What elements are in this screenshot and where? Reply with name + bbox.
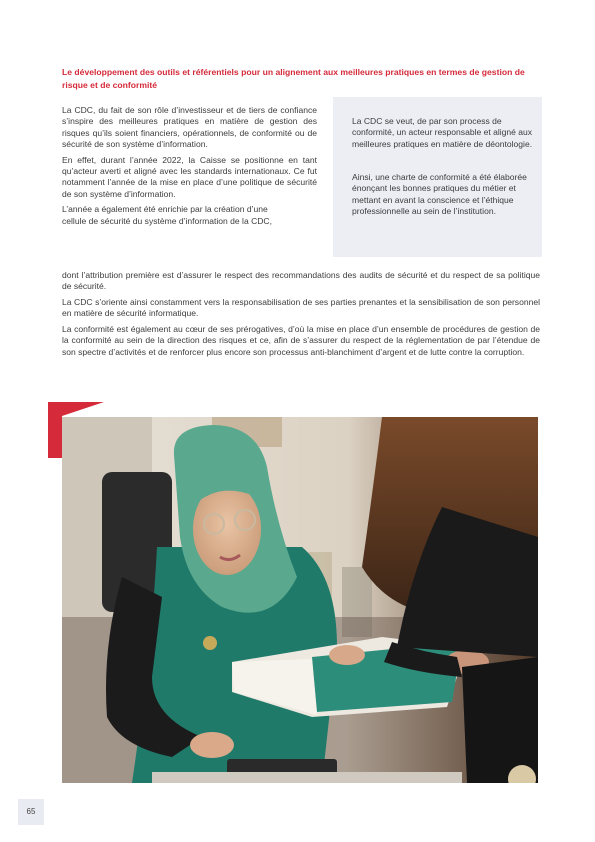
paragraph-cell-line1: L’année a également été enrichie par la création d’une (62, 204, 268, 215)
paragraph-2022: En effet, durant l’année 2022, la Caisse se positionne en tant qu’acteur averti et aligné avec les standards internationaux. Ce fut notamment l’année de la mise en place d’une politique de sécurité de son système d’information. (62, 154, 317, 199)
paragraph-cell-rest-block (62, 270, 540, 363)
paragraph-cell-rest: dont l’attribution première est d’assurer le respect des recommandations des audits de sécurité et du respect de sa politique de sécurité. (62, 270, 540, 292)
callout-paragraph-1: La CDC se veut, de par son process de conformité, un acteur responsable et aligné aux meilleures pratiques en matière de déontologie. (352, 116, 533, 149)
callout-box (333, 97, 542, 257)
left-column (62, 105, 317, 227)
paragraph-awareness: La CDC s’oriente ainsi constamment vers la responsabilisation de ses parties prenantes et la sensibilisation de son personnel en matière de sécurité informatique. (62, 297, 540, 319)
page-number: 65 (18, 799, 44, 825)
section-heading: Le développement des outils et référentiels pour un alignement aux meilleures pratiques en termes de gestion de risque et de conformité (62, 67, 525, 90)
paragraph-cell-line2: cellule de sécurité du système d’information de la CDC, (62, 215, 272, 226)
office-photo (62, 417, 538, 783)
paragraph-role: La CDC, du fait de son rôle d’investisseur et de tiers de confiance s’inspire des meilleures pratiques en matière de gestion des risques qu’ils soient financiers, opérationnels, de conformité ou de sécurité de son système d’information. (62, 105, 317, 149)
callout-paragraph-2: Ainsi, une charte de conformité a été élaborée énonçant les bonnes pratiques du métier et mettant en avant la conscience et l’éthique professionnelle au sein de l’institution. (352, 172, 527, 216)
paragraph-compliance: La conformité est également au cœur de ses prérogatives, d’où la mise en place d’un ensemble de procédures de gestion de la conformité au sein de la direction des risques et ce, afin de s’assurer du respect de la réglementation de par l’étendue de son spectre d’activités et de renforcer plus encore son processus anti-blanchiment d’argent et de lutte contre la corruption. (62, 324, 540, 357)
